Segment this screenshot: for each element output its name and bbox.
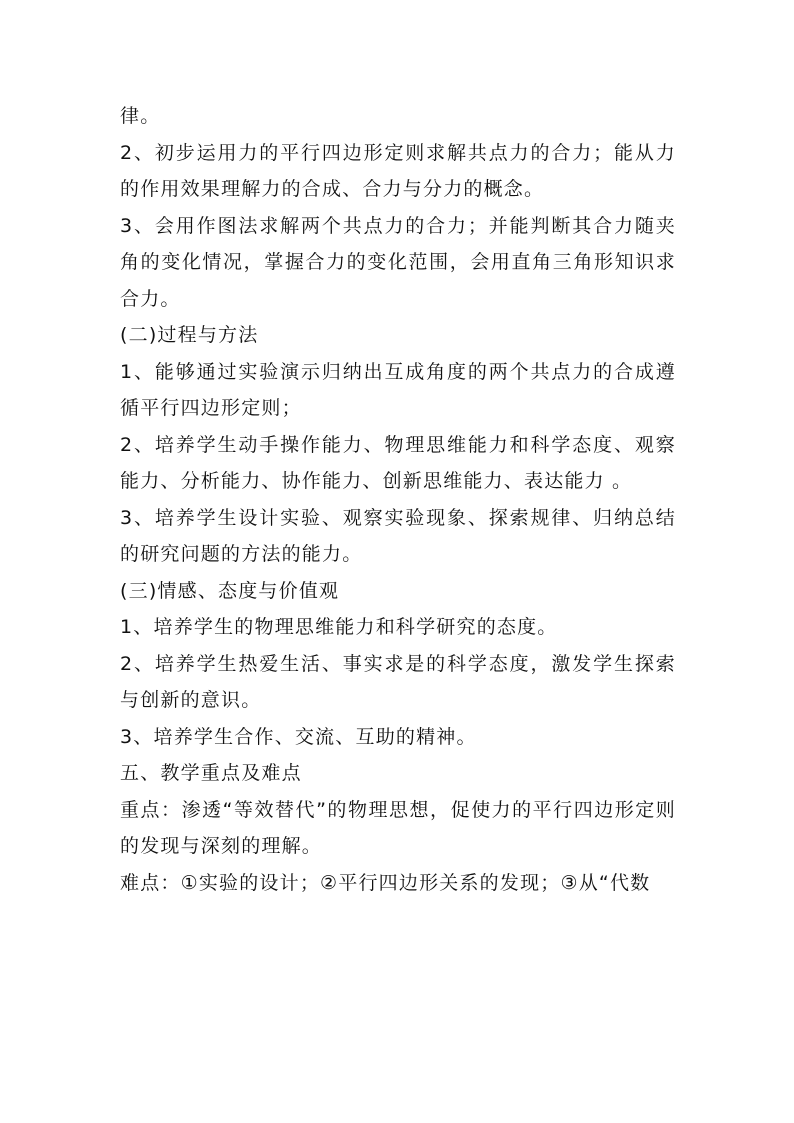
- paragraph-difficulty: 难点：①实验的设计；②平行四边形关系的发现；③从“代数: [120, 871, 651, 894]
- document-body: [120, 98, 676, 901]
- paragraph-emotion-1: 1、培养学生的物理思维能力和科学研究的态度。: [120, 616, 558, 638]
- paragraph-objective-2: 2、初步运用力的平行四边形定则求解共点力的合力；能从力的作用效果理解力的合成、合力与分力的概念。: [120, 141, 676, 200]
- paragraph-process-1: 1、能够通过实验演示归纳出互成角度的两个共点力的合成遵循平行四边形定则；: [120, 360, 676, 419]
- paragraph-emotion-2: 2、培养学生热爱生活、事实求是的科学态度，激发学生探索与创新的意识。: [120, 652, 676, 711]
- section-heading-emotion-attitude: (三)情感、态度与价值观: [120, 579, 340, 602]
- paragraph-key-point: 重点：渗透“等效替代”的物理思想，促使力的平行四边形定则的发现与深刻的理解。: [120, 798, 676, 857]
- section-heading-process-method: (二)过程与方法: [120, 324, 259, 346]
- paragraph-process-3: 3、培养学生设计实验、观察实验现象、探索规律、归纳总结的研究问题的方法的能力。: [120, 506, 676, 565]
- paragraph-process-2: 2、培养学生动手操作能力、物理思维能力和科学态度、观察能力、分析能力、协作能力、创新思维能力、表达能力 。: [120, 433, 676, 492]
- paragraph-emotion-3: 3、培养学生合作、交流、互助的精神。: [120, 725, 477, 748]
- paragraph-continuation: 律。: [120, 105, 161, 127]
- section-heading-key-points: 五、教学重点及难点: [120, 762, 302, 784]
- paragraph-objective-3: 3、会用作图法求解两个共点力的合力；并能判断其合力随夹角的变化情况，掌握合力的变化范围，会用直角三角形知识求合力。: [120, 214, 676, 310]
